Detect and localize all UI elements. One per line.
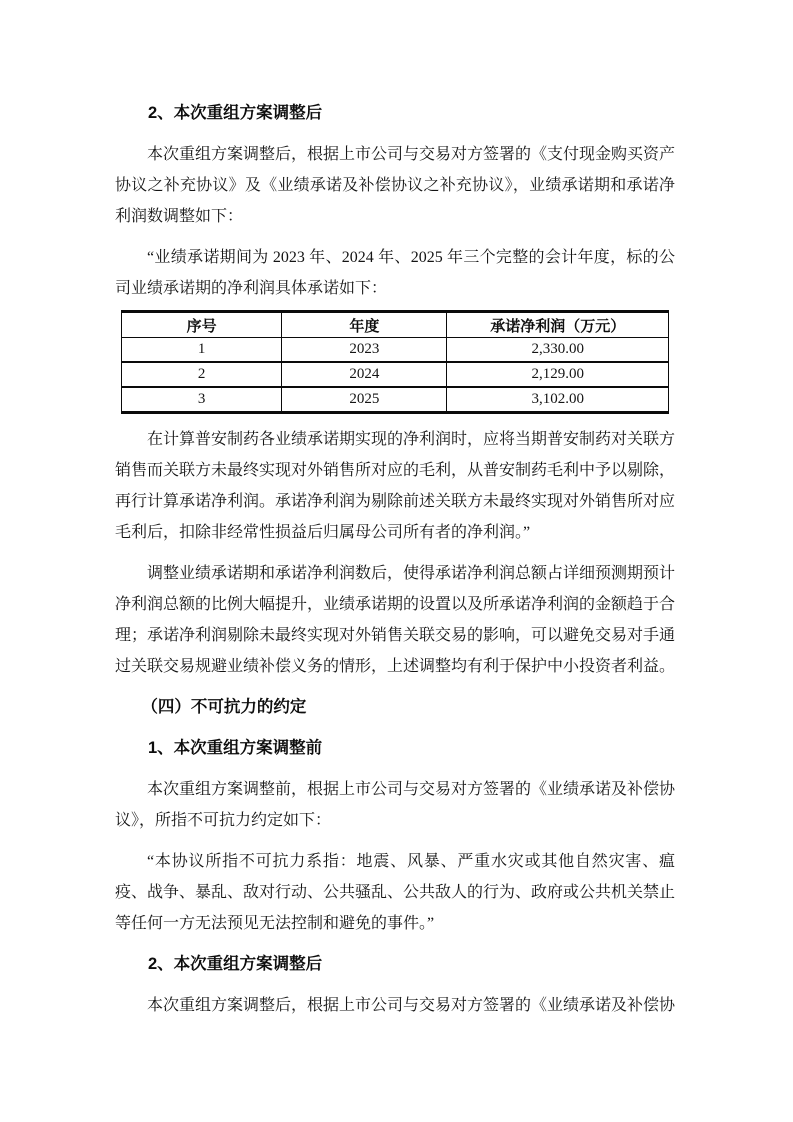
heading-adjust-after-1: 2、本次重组方案调整后 — [148, 104, 323, 122]
paragraph-force-majeure-def: “本协议所指不可抗力系指：地震、风暴、严重水灾或其他自然灾害、瘟疫、战争、暴乱、敌对行动、公共骚乱、公共敌人的行为、政府或公共机关禁止等任何一方无法预见无法控制和避免的事件。” — [115, 853, 676, 932]
table-header-row — [122, 312, 669, 338]
paragraph-adjust-after-partial: 本次重组方案调整后，根据上市公司与交易对方签署的《业绩承诺及补偿协 — [147, 997, 676, 1014]
heading-force-majeure: （四）不可抗力的约定 — [141, 698, 307, 716]
paragraph-adjust-benefit: 调整业绩承诺期和承诺净利润数后，使得承诺净利润总额占详细预测期预计净利润总额的比例大幅提升，业绩承诺期的设置以及所承诺净利润的金额趋于合理；承诺净利润剔除未最终实现对外销售关联交易的影响，可以避免交易对手通过关联交易规避业绩补偿义务的情形，上述调整均有利于保护中小投资者利益。 — [115, 565, 676, 675]
commitment-table — [121, 310, 669, 414]
table-row — [122, 387, 669, 413]
table-cell-seq: 3 — [122, 387, 282, 413]
heading-adjust-after-2: 2、本次重组方案调整后 — [148, 955, 323, 973]
table-cell-year: 2024 — [282, 362, 447, 387]
table-row — [122, 338, 669, 363]
table-cell-profit: 3,102.00 — [447, 387, 669, 413]
paragraph-adjust-after-intro: 本次重组方案调整后，根据上市公司与交易对方签署的《支付现金购买资产协议之补充协议》及《业绩承诺及补偿协议之补充协议》，业绩承诺期和承诺净利润数调整如下： — [115, 146, 676, 225]
paragraph-adjust-before-intro: 本次重组方案调整前，根据上市公司与交易对方签署的《业绩承诺及补偿协议》，所指不可抗力约定如下： — [115, 781, 676, 829]
document-content — [115, 0, 675, 1021]
table-header-profit: 承诺净利润（万元） — [447, 312, 669, 338]
table-cell-seq: 2 — [122, 362, 282, 387]
table-header-seq: 序号 — [122, 312, 282, 338]
heading-adjust-before: 1、本次重组方案调整前 — [148, 739, 323, 757]
table-cell-year: 2023 — [282, 338, 447, 363]
table-cell-profit: 2,330.00 — [447, 338, 669, 363]
table-cell-year: 2025 — [282, 387, 447, 413]
table-header-year: 年度 — [282, 312, 447, 338]
table-row — [122, 362, 669, 387]
paragraph-commitment-period: “业绩承诺期间为 2023 年、2024 年、2025 年三个完整的会计年度，标的公司业绩承诺期的净利润具体承诺如下： — [115, 249, 675, 297]
table-cell-seq: 1 — [197, 341, 206, 357]
paragraph-net-profit-calc: 在计算普安制药各业绩承诺期实现的净利润时，应将当期普安制药对关联方销售而关联方未最终实现对外销售所对应的毛利，从普安制药毛利中予以剔除，再行计算承诺净利润。承诺净利润为剔除前述关联方未最终实现对外销售所对应毛利后，扣除非经常性损益后归属母公司所有者的净利润。” — [115, 431, 676, 541]
table-cell-profit: 2,129.00 — [447, 362, 669, 387]
